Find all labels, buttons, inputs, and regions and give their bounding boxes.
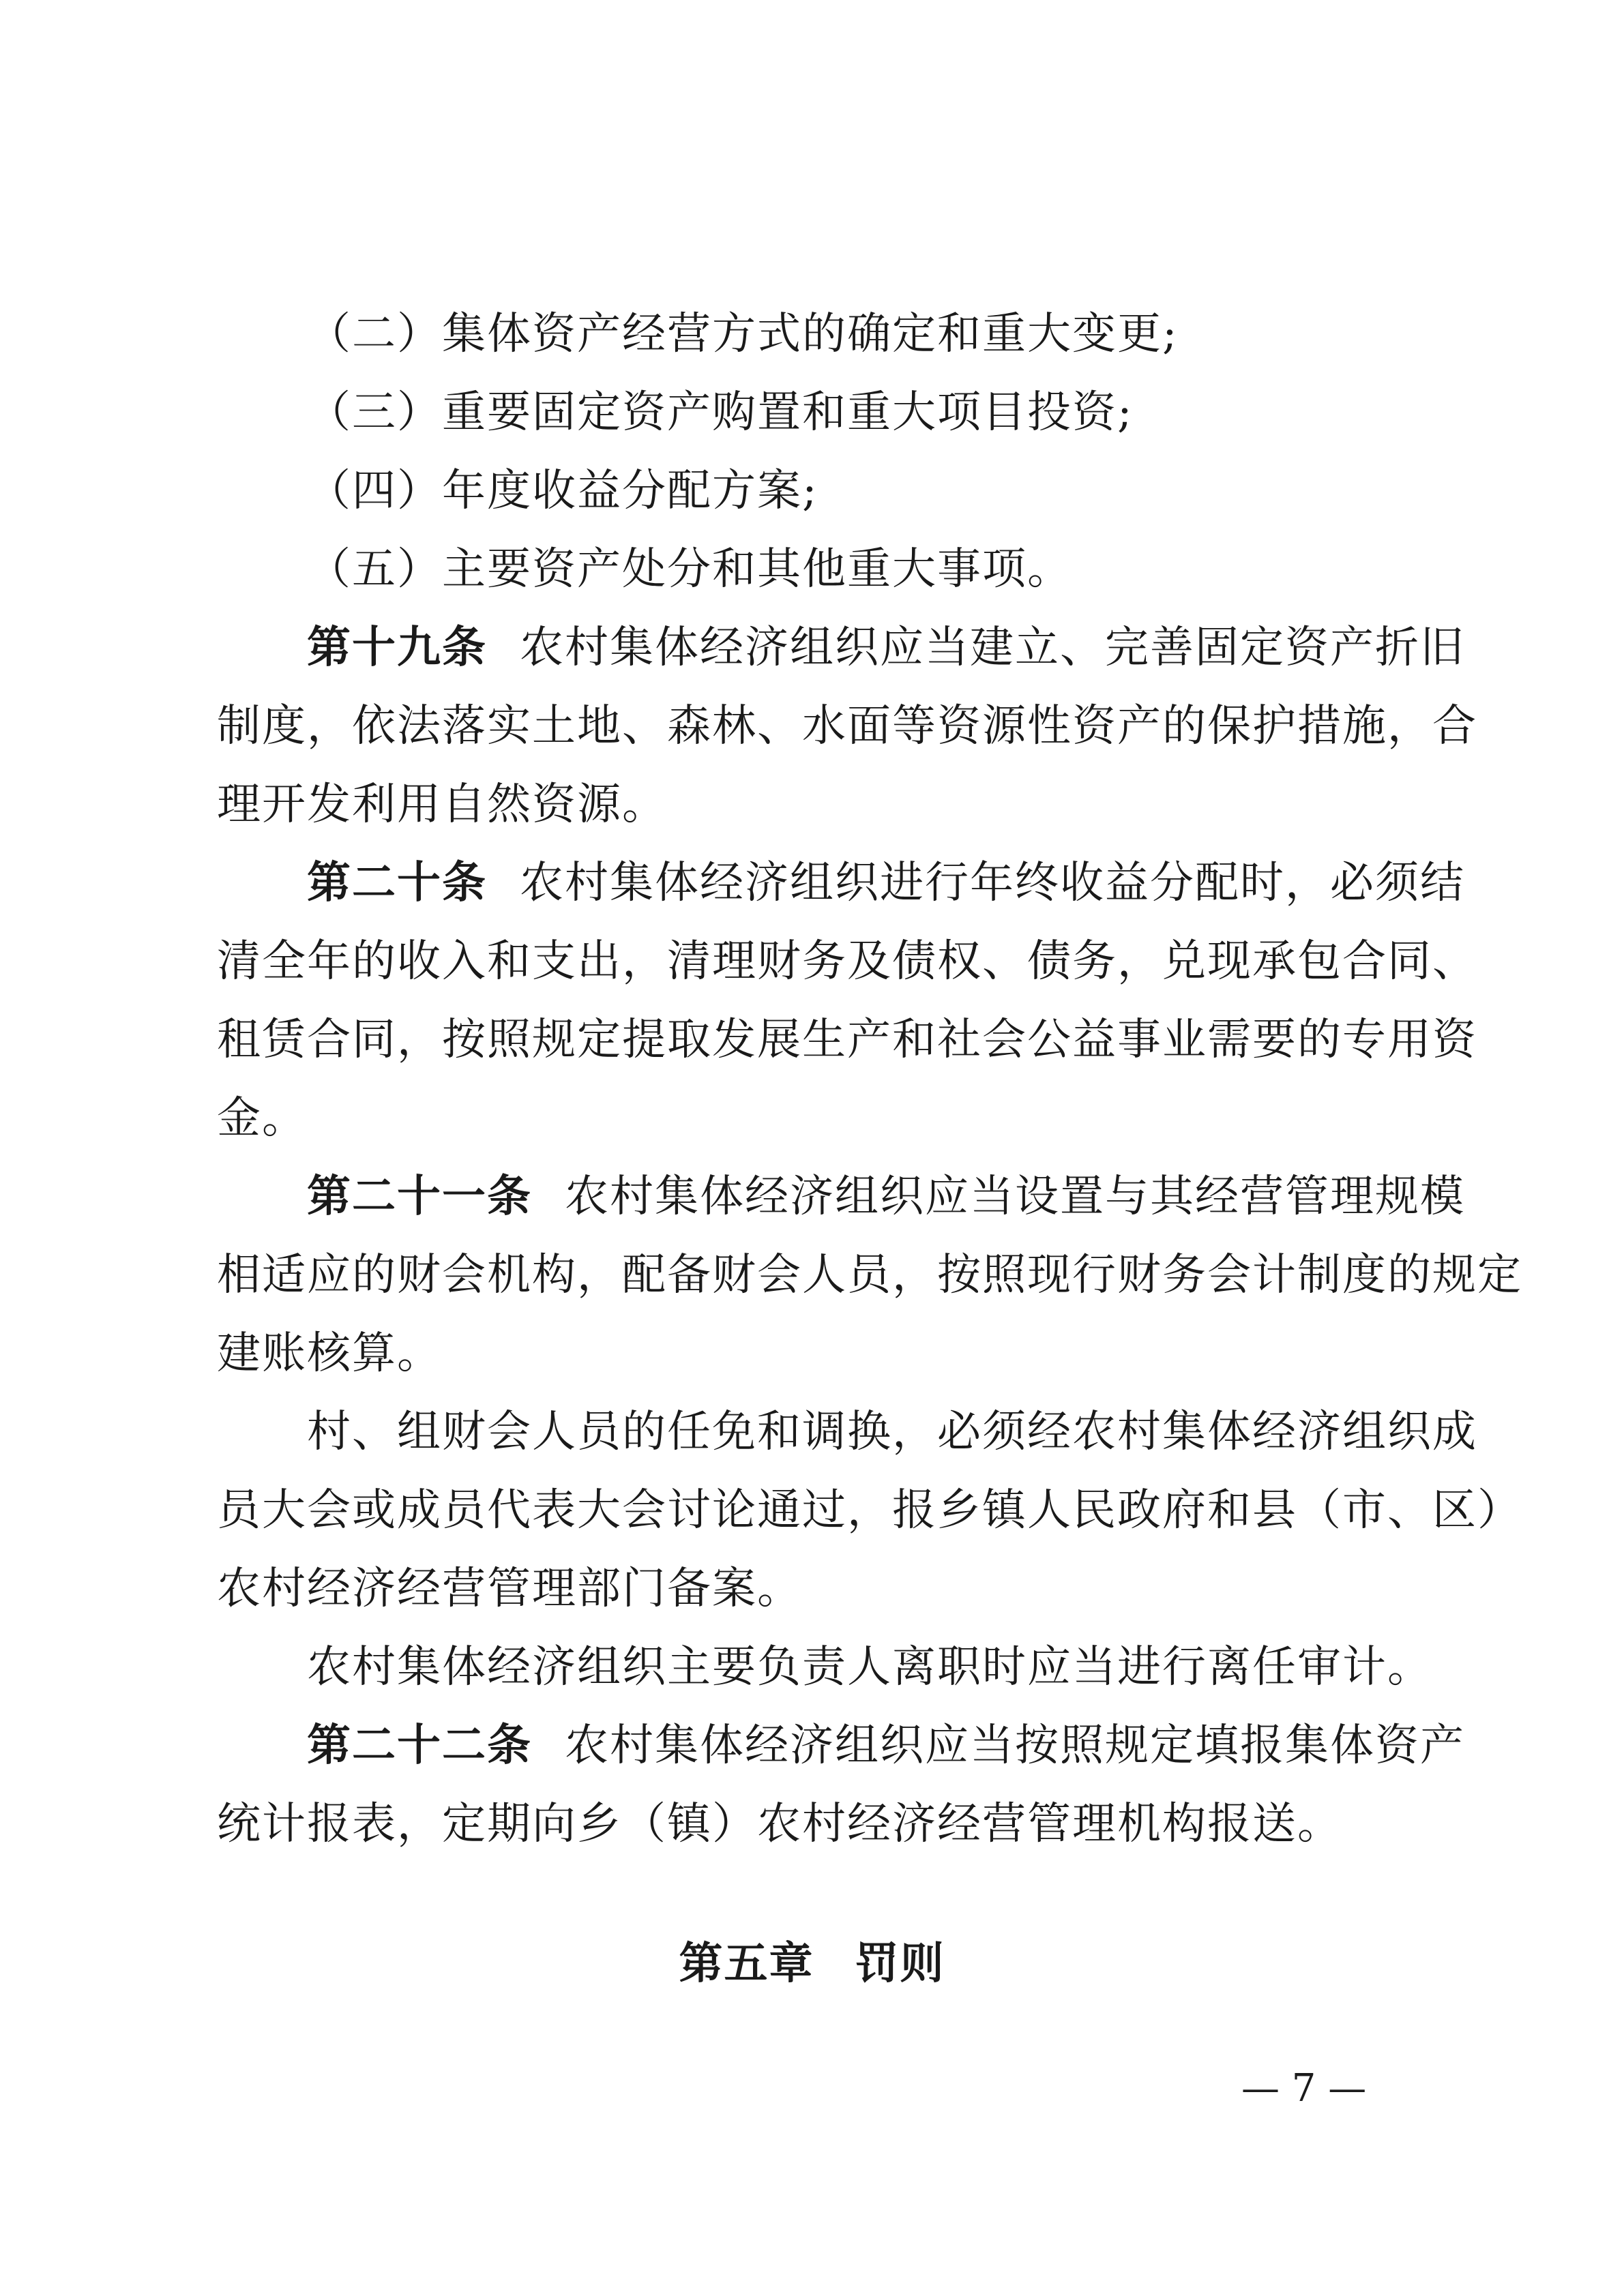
- list-item-4: （四）年度收益分配方案;: [307, 466, 818, 516]
- article-20-first-line: [307, 852, 1507, 914]
- article-22-label: 第二十二条: [307, 1720, 532, 1771]
- article-19-label: 第十九条: [307, 623, 487, 673]
- article-19-first-line: [307, 617, 1507, 679]
- article-21-para2-2: 员大会或成员代表大会讨论通过，报乡镇人民政府和县（市、区）: [217, 1485, 1522, 1536]
- article-22-text-1: 农村集体经济组织应当按照规定填报集体资产: [565, 1720, 1465, 1771]
- article-20-label: 第二十条: [307, 858, 487, 908]
- list-item-2: （二）集体资产经营方式的确定和重大变更;: [307, 309, 1179, 359]
- article-21-para3-1: 农村集体经济组织主要负责人离职时应当进行离任审计。: [307, 1642, 1432, 1693]
- article-22-first-line: [307, 1715, 1507, 1776]
- list-item-3: （三）重要固定资产购置和重大项目投资;: [307, 387, 1134, 438]
- article-19-text-3: 理开发利用自然资源。: [217, 779, 667, 830]
- article-21-text-2: 相适应的财会机构，配备财会人员，按照现行财务会计制度的规定: [217, 1250, 1522, 1300]
- list-item-5: （五）主要资产处分和其他重大事项。: [307, 544, 1072, 595]
- article-21-label: 第二十一条: [307, 1172, 532, 1222]
- article-19-text-2: 制度，依法落实土地、森林、水面等资源性资产的保护措施，合: [217, 701, 1477, 751]
- article-20-text-3: 租赁合同，按照规定提取发展生产和社会公益事业需要的专用资: [217, 1015, 1477, 1065]
- article-21-text-1: 农村集体经济组织应当设置与其经营管理规模: [565, 1172, 1465, 1222]
- article-21-para2-1: 村、组财会人员的任免和调换，必须经农村集体经济组织成: [307, 1407, 1477, 1457]
- article-20-text-4: 金。: [217, 1093, 307, 1144]
- article-20-text-1: 农村集体经济组织进行年终收益分配时，必须结: [520, 858, 1465, 908]
- chapter-heading: [0, 1933, 1624, 1995]
- article-21-para2-3: 农村经济经营管理部门备案。: [217, 1564, 802, 1614]
- article-21-first-line: [307, 1166, 1507, 1227]
- article-21-text-3: 建账核算。: [217, 1328, 442, 1379]
- page-number: — 7 —: [1241, 2066, 1367, 2111]
- chapter-number: 第五章: [679, 1939, 814, 1989]
- chapter-title: 罚则: [855, 1939, 945, 1989]
- article-22-text-2: 统计报表，定期向乡（镇）农村经济经营管理机构报送。: [217, 1799, 1342, 1849]
- article-20-text-2: 清全年的收入和支出，清理财务及债权、债务，兑现承包合同、: [217, 936, 1477, 987]
- article-19-text-1: 农村集体经济组织应当建立、完善固定资产折旧: [520, 623, 1465, 673]
